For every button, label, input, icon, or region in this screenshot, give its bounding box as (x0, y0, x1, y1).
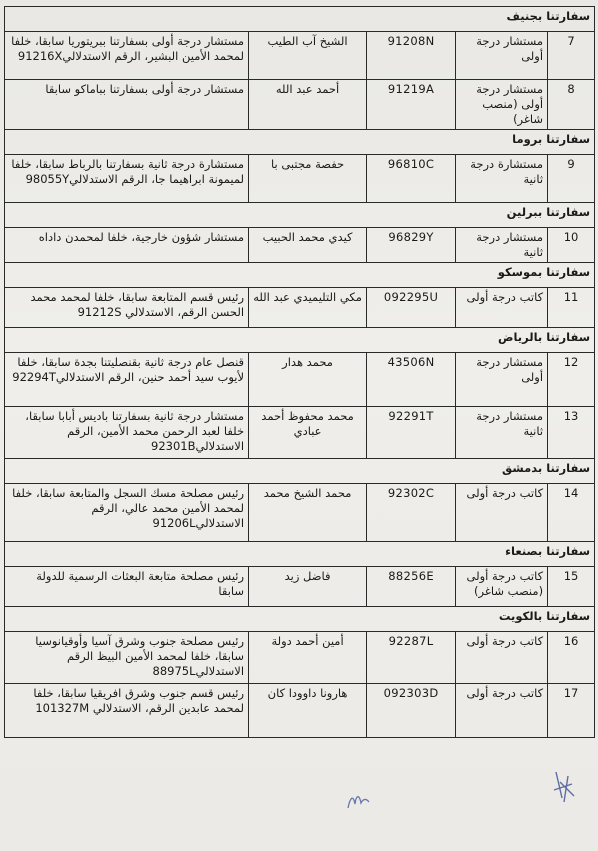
section-title: سفارتنا بالرياض (5, 328, 595, 353)
row-number-cell: 15 (548, 567, 595, 607)
table-row (5, 484, 595, 542)
registration-number-cell: 92287L (367, 632, 456, 684)
previous-position-cell: رئيس مصلحة جنوب وشرق آسيا وأوقيانوسيا سابقا، خلفا لمحمد الأمين البيظ الرقم الاستدلالي88975L (5, 632, 249, 684)
section-title: سفارتنا بجنيف (5, 7, 595, 32)
table-row (5, 632, 595, 684)
row-number-cell: 14 (548, 484, 595, 542)
section-title: سفارتنا بروما (5, 130, 595, 155)
registration-number-cell: 91219A (367, 80, 456, 130)
table-row (5, 32, 595, 80)
registration-number-cell: 092303D (367, 684, 456, 738)
table-row (5, 80, 595, 130)
name-cell: أحمد عبد الله (249, 80, 367, 130)
row-number-cell: 13 (548, 407, 595, 459)
previous-position-cell: مستشار شؤون خارجية، خلفا لمحمدن داداه (5, 228, 249, 263)
signature-mark (548, 768, 578, 806)
previous-position-cell: قنصل عام درجة ثانية بقنصليتنا بجدة سابقا، خلفا لأيوب سيد أحمد حنين، الرقم الاستدلالي92294T (5, 353, 249, 407)
previous-position-cell: رئيس قسم جنوب وشرق افريقيا سابقا، خلفا لمحمد عابدين الرقم، الاستدلالي 101327M (5, 684, 249, 738)
table-row (5, 407, 595, 459)
row-number-cell: 11 (548, 288, 595, 328)
grade-cell: كاتب درجة أولى (456, 632, 548, 684)
table-row (5, 228, 595, 263)
section-title: سفارتنا بالكويت (5, 607, 595, 632)
section-row (5, 7, 595, 32)
section-row (5, 459, 595, 484)
grade-cell: كاتب درجة أولى (456, 484, 548, 542)
row-number-cell: 16 (548, 632, 595, 684)
name-cell: كيدي محمد الحبيب (249, 228, 367, 263)
previous-position-cell: مستشارة درجة ثانية بسفارتنا بالرباط سابقا، خلفا لميمونة ابراهيما جا، الرقم الاستدلالي98055Y (5, 155, 249, 203)
registration-number-cell: 43506N (367, 353, 456, 407)
row-number-cell: 10 (548, 228, 595, 263)
grade-cell: مستشار درجة أولى (منصب شاغر) (456, 80, 548, 130)
registration-number-cell: 92302C (367, 484, 456, 542)
section-row (5, 328, 595, 353)
section-title: سفارتنا ببرلين (5, 203, 595, 228)
section-row (5, 263, 595, 288)
table-row (5, 155, 595, 203)
name-cell: محمد الشيخ محمد (249, 484, 367, 542)
name-cell: هارونا داوودا كان (249, 684, 367, 738)
initials-mark (345, 790, 375, 812)
name-cell: مكي التليميدي عبد الله (249, 288, 367, 328)
previous-position-cell: رئيس مصلحة متابعة البعثات الرسمية للدولة سابقا (5, 567, 249, 607)
table-row (5, 567, 595, 607)
grade-cell: مستشار درجة أولى (456, 32, 548, 80)
section-row (5, 607, 595, 632)
section-row (5, 203, 595, 228)
registration-number-cell: 92291T (367, 407, 456, 459)
row-number-cell: 7 (548, 32, 595, 80)
previous-position-cell: مستشار درجة أولى بسفارتنا بباماكو سابقا (5, 80, 249, 130)
section-row (5, 542, 595, 567)
section-title: سفارتنا بدمشق (5, 459, 595, 484)
grade-cell: مستشارة درجة ثانية (456, 155, 548, 203)
previous-position-cell: رئيس مصلحة مسك السجل والمتابعة سابقا، خلفا لمحمد الأمين محمد عالي، الرقم الاستدلالي91206L (5, 484, 249, 542)
name-cell: محمد هدار (249, 353, 367, 407)
grade-cell: مستشار درجة ثانية (456, 228, 548, 263)
registration-number-cell: 88256E (367, 567, 456, 607)
registration-number-cell: 91208N (367, 32, 456, 80)
section-row (5, 130, 595, 155)
registration-number-cell: 092295U (367, 288, 456, 328)
row-number-cell: 17 (548, 684, 595, 738)
section-title: سفارتنا بصنعاء (5, 542, 595, 567)
grade-cell: كاتب درجة أولى (456, 288, 548, 328)
name-cell: حفصة مجتبى با (249, 155, 367, 203)
row-number-cell: 9 (548, 155, 595, 203)
grade-cell: مستشار درجة ثانية (456, 407, 548, 459)
section-title: سفارتنا بموسكو (5, 263, 595, 288)
previous-position-cell: مستشار درجة ثانية بسفارتنا باديس أبابا سابقا، خلفا لعبد الرحمن محمد الأمين، الرقم الاستدلالي92301B (5, 407, 249, 459)
table-row (5, 353, 595, 407)
previous-position-cell: مستشار درجة أولى بسفارتنا ببريتوريا سابقا، خلفا لمحمد الأمين البشير، الرقم الاستدلالي91216X (5, 32, 249, 80)
table-row (5, 288, 595, 328)
table-row (5, 684, 595, 738)
name-cell: محمد محفوظ أحمد عبادي (249, 407, 367, 459)
name-cell: فاضل زيد (249, 567, 367, 607)
row-number-cell: 8 (548, 80, 595, 130)
appointments-table (4, 6, 595, 738)
grade-cell: مستشار درجة أولى (456, 353, 548, 407)
registration-number-cell: 96829Y (367, 228, 456, 263)
grade-cell: كاتب درجة أولى (456, 684, 548, 738)
grade-cell: كاتب درجة أولى (منصب شاغر) (456, 567, 548, 607)
row-number-cell: 12 (548, 353, 595, 407)
name-cell: أمين أحمد دولة (249, 632, 367, 684)
name-cell: الشيخ آب الطيب (249, 32, 367, 80)
previous-position-cell: رئيس قسم المتابعة سابقا، خلفا لمحمد محمد الحسن الرقم، الاستدلالي 91212S (5, 288, 249, 328)
registration-number-cell: 96810C (367, 155, 456, 203)
